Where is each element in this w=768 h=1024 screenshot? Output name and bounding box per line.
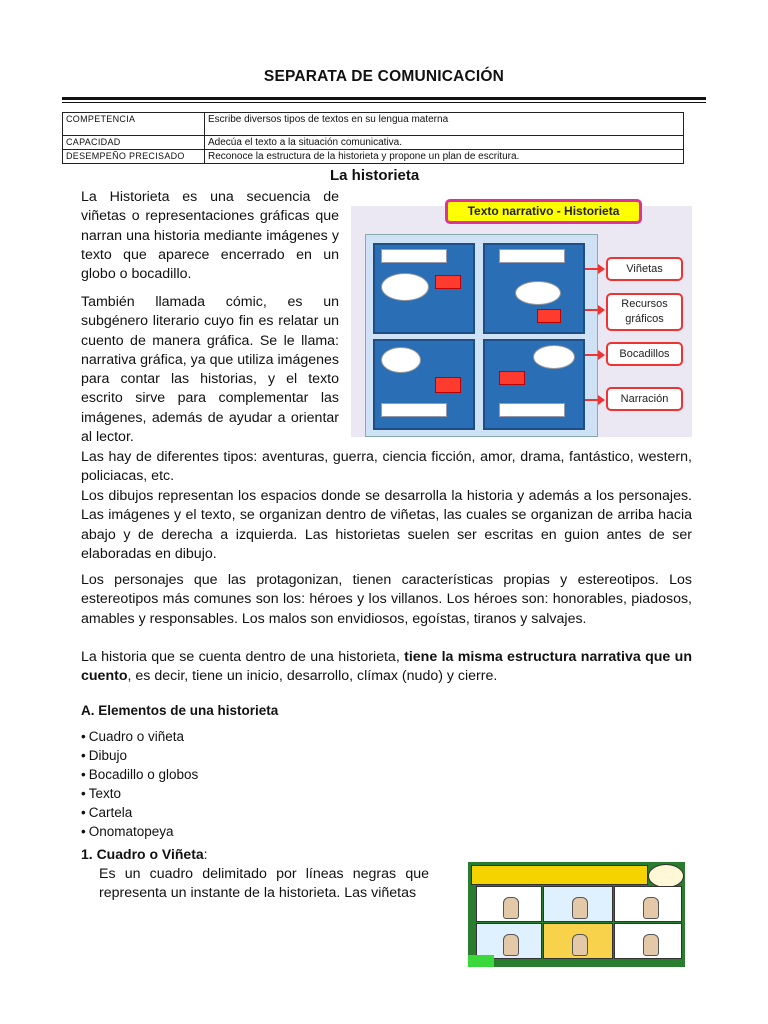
comic-character	[643, 897, 659, 919]
comic-panel	[373, 339, 475, 430]
comic-board	[365, 234, 598, 437]
arrow-icon	[585, 309, 599, 311]
label-narracion: Narración	[606, 387, 683, 411]
onomatopoeia-burst	[435, 377, 461, 393]
comic-panel	[476, 886, 542, 922]
comic-character	[643, 934, 659, 956]
section-title: La historieta	[330, 167, 420, 184]
paragraph-definition: La Historieta es una secuencia de viñetas o representaciones gráficas que narran una historia mediante imágenes y texto que aparece encerrado en un globo o bocadillo.	[81, 189, 339, 283]
label-vinetas: Viñetas	[606, 257, 683, 281]
list-item: • Dibujo	[81, 746, 198, 765]
comic-character	[503, 897, 519, 919]
list-item: • Cuadro o viñeta	[81, 727, 198, 746]
comic-panel	[614, 923, 682, 959]
comic-panel	[373, 243, 475, 334]
onomatopoeia-burst	[537, 309, 561, 323]
section-1-heading	[81, 846, 208, 862]
speech-balloon	[381, 273, 429, 301]
structure-text-c: , es decir, tiene un inicio, desarrollo, clímax (nudo) y cierre.	[127, 668, 498, 685]
diagram-banner: Texto narrativo - Historieta	[445, 199, 642, 224]
speech-balloon	[515, 281, 561, 305]
panel-caption-box	[499, 403, 565, 417]
comic-character	[572, 897, 588, 919]
table-row	[63, 113, 684, 136]
label-bocadillos: Bocadillos	[606, 342, 683, 366]
elements-list	[81, 727, 198, 842]
historieta-diagram	[351, 206, 692, 437]
table-key: CAPACIDAD	[63, 136, 205, 150]
table-row	[63, 150, 684, 164]
title-rule-thin	[62, 102, 706, 103]
comic-panel	[614, 886, 682, 922]
table-key: DESEMPEÑO PRECISADO	[63, 150, 205, 164]
onomatopoeia-burst	[435, 275, 461, 289]
comic-strip-image	[468, 862, 685, 967]
comic-panel	[483, 339, 585, 430]
section-a-title: A. Elementos de una historieta	[81, 703, 279, 718]
comic-character-face	[648, 864, 684, 888]
speech-balloon	[381, 347, 421, 373]
panel-caption-box	[381, 249, 447, 263]
paragraph-characters: Los personajes que las protagonizan, tienen características propias y estereotipos. Los estereotipos más comunes son los: héroes y los villanos. Los héroes son: honorables, piadosos, amables y responsables. Los malos son envidiosos, egoístas, tiranos y salvajes.	[81, 572, 692, 627]
section-1-colon: :	[203, 846, 208, 862]
section-1-title: 1. Cuadro o Viñeta	[81, 846, 204, 862]
paragraph-structure	[81, 648, 692, 687]
paragraph-types: Las hay de diferentes tipos: aventuras, guerra, ciencia ficción, amor, drama, fantástico, western, policiacas, etc.	[81, 449, 692, 485]
paragraph-comic: También llamada cómic, es un subgénero literario cuyo fin es relatar un cuento de manera gráfica. Se le llama: narrativa gráfica, ya que utiliza imágenes para contar las historias, y el texto escrito sirve para complementar las imágenes, además de ayudar a orientar al lector.	[81, 294, 339, 446]
info-table	[62, 112, 684, 164]
comic-panel	[543, 923, 613, 959]
label-recursos-graficos: Recursos gráficos	[606, 293, 683, 331]
list-item: • Onomatopeya	[81, 822, 198, 841]
paragraph-drawings: Los dibujos representan los espacios donde se desarrolla la historia y además a los personajes. Las imágenes y el texto, se organizan dentro de viñetas, las cuales se organizan de arriba hacia abajo y de derecha a izquierda. Las historietas suelen ser escritas en guion antes de ser elaboradas en dibujo.	[81, 488, 692, 562]
table-value: Escribe diversos tipos de textos en su lengua materna	[205, 113, 684, 136]
arrow-icon	[585, 268, 599, 270]
comic-corner-mark	[468, 955, 494, 967]
comic-title-banner	[471, 865, 648, 885]
onomatopoeia-burst	[499, 371, 525, 385]
structure-text-a: La historia que se cuenta dentro de una historieta,	[81, 649, 405, 665]
list-item: • Bocadillo o globos	[81, 765, 198, 784]
arrow-icon	[585, 399, 599, 401]
panel-caption-box	[381, 403, 447, 417]
document-title: SEPARATA DE COMUNICACIÓN	[263, 68, 505, 85]
speech-balloon	[533, 345, 575, 369]
comic-panel	[476, 923, 542, 959]
table-value: Reconoce la estructura de la historieta y propone un plan de escritura.	[205, 150, 684, 164]
list-item: • Texto	[81, 784, 198, 803]
comic-character	[503, 934, 519, 956]
list-item: • Cartela	[81, 803, 198, 822]
title-rule-thick	[62, 97, 706, 100]
arrow-icon	[585, 354, 599, 356]
section-1-text: Es un cuadro delimitado por líneas negras que representa un instante de la historieta. Las viñetas	[99, 866, 429, 902]
comic-panel	[483, 243, 585, 334]
comic-character	[572, 934, 588, 956]
structure-text-bold: tiene la misma estructura narrativa que un cuento	[81, 649, 692, 685]
panel-caption-box	[499, 249, 565, 263]
table-value: Adecúa el texto a la situación comunicativa.	[205, 136, 684, 150]
table-row	[63, 136, 684, 150]
comic-panel	[543, 886, 613, 922]
table-key: COMPETENCIA	[63, 113, 205, 136]
